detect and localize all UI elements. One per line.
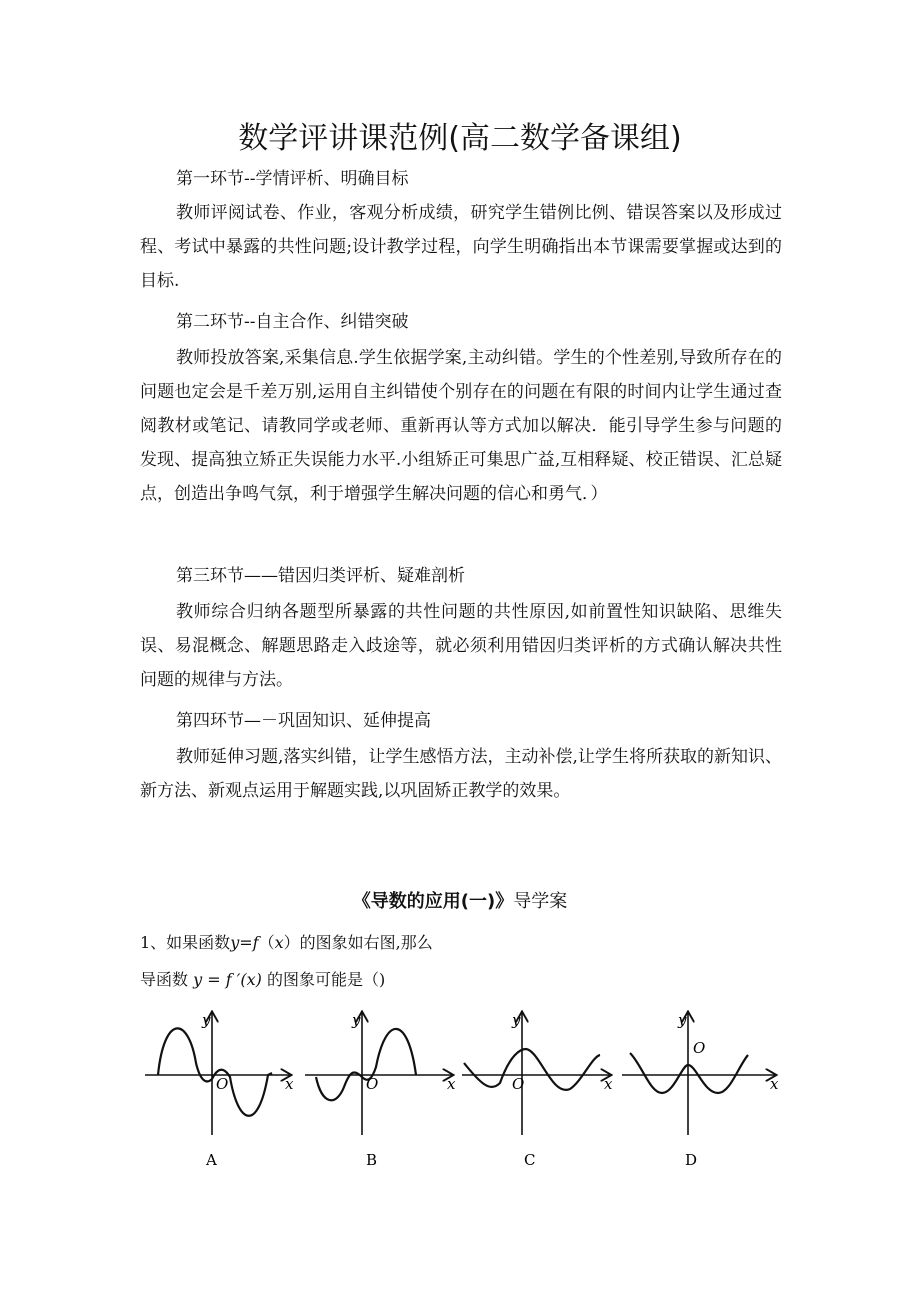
section-1-paragraph: 教师评阅试卷、作业，客观分析成绩，研究学生错例比例、错误答案以及形成过程、考试中暴露的共性问题;设计教学过程，向学生明确指出本节课需要掌握或达到的目标.	[140, 203, 782, 291]
option-d-label: D	[685, 1151, 698, 1169]
option-c-graph[interactable]	[462, 1011, 613, 1169]
option-a-label: A	[206, 1151, 217, 1169]
section-1-heading: 第一环节--学情评析、明确目标	[176, 169, 409, 189]
option-b-x-label: x	[447, 1075, 456, 1093]
question-1-line	[140, 928, 433, 958]
q1-prefix: 1、如果函数	[140, 933, 231, 952]
option-d-curve	[630, 1053, 748, 1093]
section-3-heading: 第三环节——错因归类评析、疑难剖析	[176, 566, 465, 586]
question-2-line	[140, 965, 385, 995]
option-b-origin-label: O	[366, 1075, 379, 1093]
option-d-x-label: x	[770, 1075, 779, 1093]
option-c-label: C	[524, 1151, 536, 1169]
q2-formula: y = f ′(x)	[193, 970, 262, 989]
option-c-curve	[464, 1049, 600, 1090]
page-title: 数学评讲课范例(高二数学备课组)	[238, 121, 682, 156]
section-4-paragraph: 教师延伸习题,落实纠错，让学生感悟方法，主动补偿,让学生将所获取的新知识、新方法、新观点运用于解题实践,以巩固矫正教学的效果。	[140, 747, 782, 801]
q2-prefix: 导函数	[140, 970, 189, 989]
worksheet-title-suffix: 导学案	[513, 891, 568, 912]
q1-var: x	[274, 933, 284, 952]
q2-suffix: 的图象可能是（)	[266, 970, 386, 989]
worksheet-title-main: 《导数的应用(一)》	[352, 891, 514, 912]
option-c-origin-label: O	[512, 1075, 525, 1093]
section-2-paragraph: 教师投放答案,采集信息.学生依据学案,主动纠错。学生的个性差别,导致所存在的问题也定会是千差万别,运用自主纠错使个别存在的问题在有限的时间内让学生通过查阅教材或笔记、请教同学或老师、重新再认等方式加以解决．能引导学生参与问题的发现、提高独立矫正失误能力水平.小组矫正可集思广益,互相释疑、校正错误、汇总疑点，创造出争鸣气氛，利于增强学生解决问题的信心和勇气．）	[140, 348, 782, 504]
answer-options-figure	[140, 1005, 790, 1180]
q1-func: y=f	[230, 933, 259, 952]
q1-paren-close: ）	[283, 933, 300, 952]
option-b-graph[interactable]	[305, 1011, 456, 1169]
worksheet-title	[0, 887, 920, 913]
option-d-graph[interactable]	[622, 1011, 779, 1169]
option-b-label: B	[366, 1151, 378, 1169]
q1-suffix: 的图象如右图,那么	[299, 933, 433, 952]
option-c-y-label: y	[512, 1011, 521, 1029]
option-a-origin-label: O	[216, 1075, 229, 1093]
option-b-y-label: y	[352, 1011, 361, 1029]
q1-paren-open: （	[258, 933, 275, 952]
option-a-y-label: y	[202, 1011, 211, 1029]
section-2-heading: 第二环节--自主合作、纠错突破	[176, 312, 409, 332]
option-d-origin-label: O	[693, 1039, 706, 1057]
option-a-graph[interactable]	[145, 1011, 294, 1169]
option-a-x-label: x	[285, 1075, 294, 1093]
section-4-heading: 第四环节—－巩固知识、延伸提高	[176, 711, 431, 731]
option-d-y-label: y	[678, 1011, 687, 1029]
option-a-curve	[158, 1028, 272, 1115]
option-c-x-label: x	[604, 1075, 613, 1093]
section-3-paragraph: 教师综合归纳各题型所暴露的共性问题的共性原因,如前置性知识缺陷、思维失误、易混概念、解题思路走入歧途等，就必须利用错因归类评析的方式确认解决共性问题的规律与方法。	[140, 602, 782, 690]
